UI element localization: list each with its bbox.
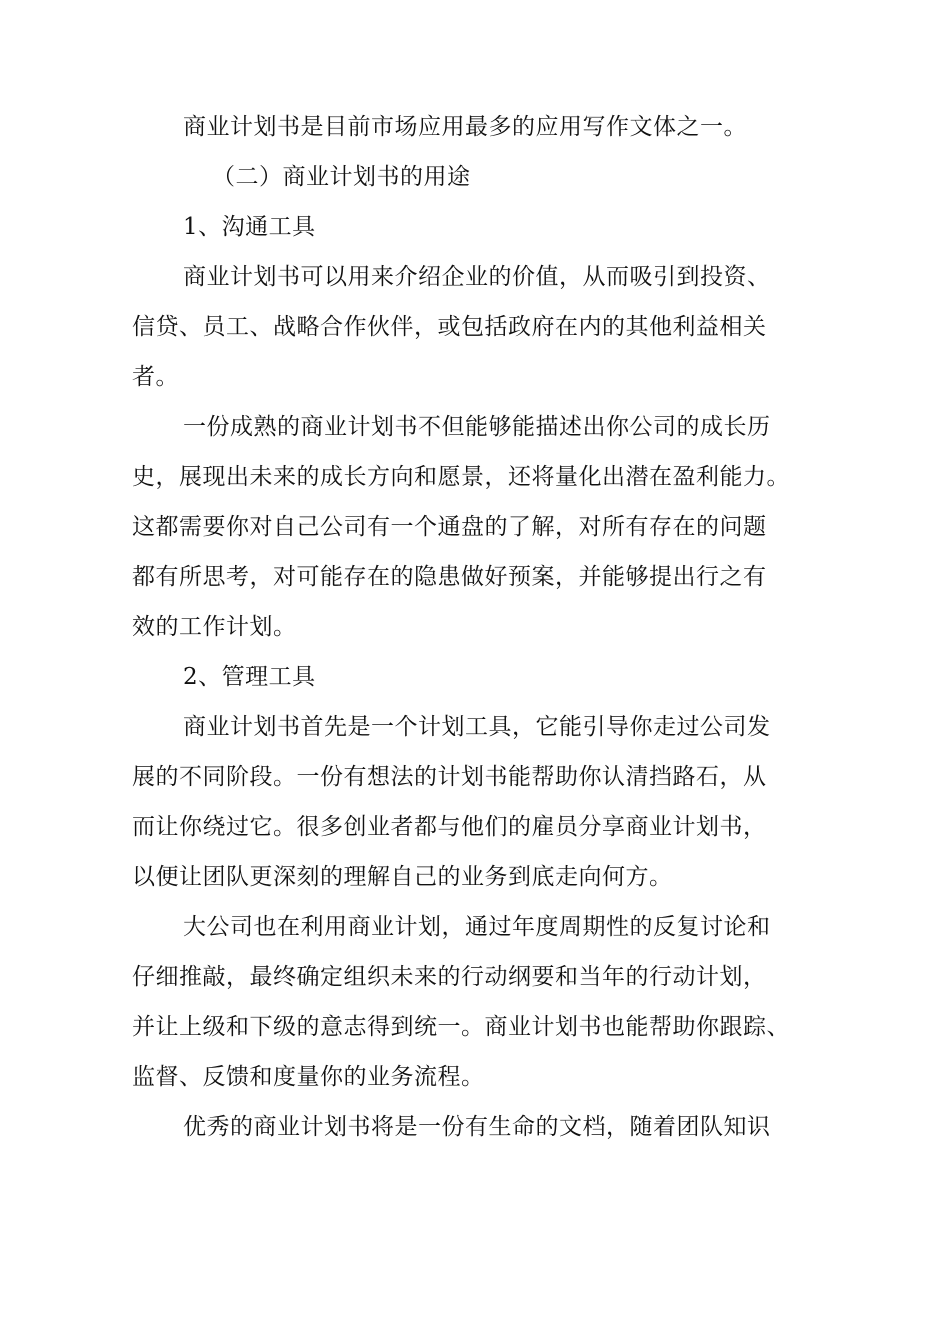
- paragraph-line: 都有所思考，对可能存在的隐患做好预案，并能够提出行之有: [132, 564, 767, 590]
- paragraph-line: 一份成熟的商业计划书不但能够能描述出你公司的成长历: [183, 414, 771, 440]
- paragraph-line: 者。: [132, 364, 179, 390]
- paragraph-line: 史，展现出未来的成长方向和愿景，还将量化出潜在盈利能力。: [132, 464, 790, 490]
- paragraph-line: 以便让团队更深刻的理解自己的业务到底走向何方。: [132, 864, 673, 890]
- paragraph-line: 商业计划书首先是一个计划工具，它能引导你走过公司发: [183, 714, 771, 740]
- paragraph-line: 优秀的商业计划书将是一份有生命的文档，随着团队知识: [183, 1114, 771, 1140]
- paragraph-line: 仔细推敲，最终确定组织未来的行动纲要和当年的行动计划，: [132, 964, 767, 990]
- paragraph-line: 商业计划书可以用来介绍企业的价值，从而吸引到投资、: [183, 264, 771, 290]
- subsection-heading: 2、管理工具: [183, 664, 316, 690]
- section-heading: （二）商业计划书的用途: [212, 164, 471, 190]
- paragraph-line: 展的不同阶段。一份有想法的计划书能帮助你认清挡路石，从: [132, 764, 767, 790]
- paragraph-line: 而让你绕过它。很多创业者都与他们的雇员分享商业计划书，: [132, 814, 767, 840]
- paragraph-line: 这都需要你对自己公司有一个通盘的了解，对所有存在的问题: [132, 514, 767, 540]
- paragraph-line: 效的工作计划。: [132, 614, 297, 640]
- paragraph-line: 并让上级和下级的意志得到统一。商业计划书也能帮助你跟踪、: [132, 1014, 790, 1040]
- paragraph-line: 信贷、员工、战略合作伙伴，或包括政府在内的其他利益相关: [132, 314, 767, 340]
- paragraph-line: 大公司也在利用商业计划，通过年度周期性的反复讨论和: [183, 914, 771, 940]
- paragraph-line: 商业计划书是目前市场应用最多的应用写作文体之一。: [183, 114, 747, 140]
- paragraph-line: 监督、反馈和度量你的业务流程。: [132, 1064, 485, 1090]
- subsection-heading: 1、沟通工具: [183, 214, 316, 240]
